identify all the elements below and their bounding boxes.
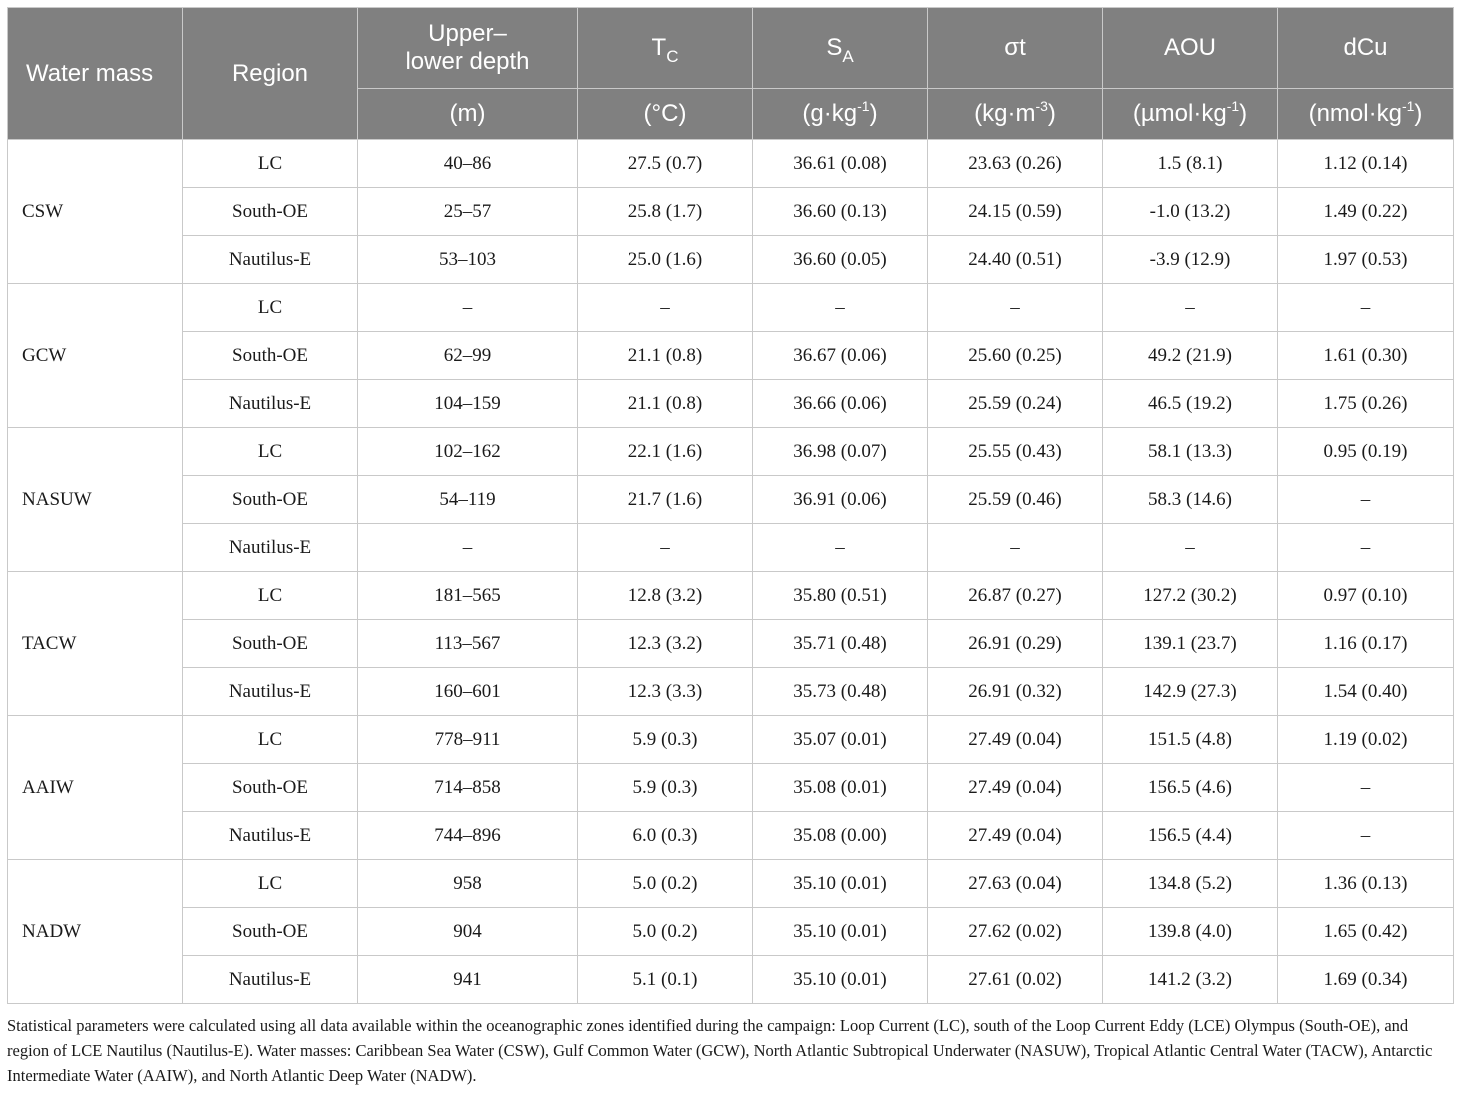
unit-dcu-base: (nmol·kg: [1308, 100, 1402, 127]
table-row: [8, 860, 1454, 908]
region-cell: LC: [183, 572, 358, 620]
tc-cell: 21.1 (0.8): [578, 380, 753, 428]
tc-cell: 6.0 (0.3): [578, 812, 753, 860]
table-row: [8, 764, 1454, 812]
sigma-cell: –: [928, 284, 1103, 332]
sa-cell: 35.80 (0.51): [753, 572, 928, 620]
dcu-cell: 1.49 (0.22): [1278, 188, 1454, 236]
table-row: [8, 476, 1454, 524]
tc-cell: 5.0 (0.2): [578, 860, 753, 908]
table-container: [7, 7, 1453, 1088]
dcu-cell: 1.36 (0.13): [1278, 860, 1454, 908]
unit-sigma: [928, 89, 1103, 140]
depth-cell: 102–162: [358, 428, 578, 476]
header-water-mass: Water mass: [8, 8, 183, 140]
header-tc-sub: C: [666, 47, 679, 66]
sigma-cell: 27.49 (0.04): [928, 812, 1103, 860]
table-row: [8, 428, 1454, 476]
depth-cell: 181–565: [358, 572, 578, 620]
sigma-cell: 27.63 (0.04): [928, 860, 1103, 908]
depth-cell: 40–86: [358, 140, 578, 188]
unit-aou: [1103, 89, 1278, 140]
table-row: [8, 188, 1454, 236]
aou-cell: 127.2 (30.2): [1103, 572, 1278, 620]
sigma-cell: 25.60 (0.25): [928, 332, 1103, 380]
table-header: [8, 8, 1454, 140]
tc-cell: 21.7 (1.6): [578, 476, 753, 524]
region-cell: LC: [183, 428, 358, 476]
aou-cell: 58.1 (13.3): [1103, 428, 1278, 476]
sigma-cell: –: [928, 524, 1103, 572]
sa-cell: 36.60 (0.13): [753, 188, 928, 236]
depth-cell: 958: [358, 860, 578, 908]
dcu-cell: 1.97 (0.53): [1278, 236, 1454, 284]
region-cell: LC: [183, 284, 358, 332]
dcu-cell: 1.12 (0.14): [1278, 140, 1454, 188]
table-row: [8, 956, 1454, 1004]
aou-cell: 58.3 (14.6): [1103, 476, 1278, 524]
depth-cell: 53–103: [358, 236, 578, 284]
region-cell: LC: [183, 140, 358, 188]
region-cell: South-OE: [183, 908, 358, 956]
depth-cell: 714–858: [358, 764, 578, 812]
depth-cell: 54–119: [358, 476, 578, 524]
depth-cell: 104–159: [358, 380, 578, 428]
tc-cell: –: [578, 524, 753, 572]
table-row: [8, 668, 1454, 716]
region-cell: Nautilus-E: [183, 380, 358, 428]
sigma-cell: 25.59 (0.46): [928, 476, 1103, 524]
depth-cell: –: [358, 284, 578, 332]
tc-cell: –: [578, 284, 753, 332]
dcu-cell: 0.97 (0.10): [1278, 572, 1454, 620]
region-cell: Nautilus-E: [183, 956, 358, 1004]
dcu-cell: 1.75 (0.26): [1278, 380, 1454, 428]
dcu-cell: –: [1278, 284, 1454, 332]
region-cell: LC: [183, 716, 358, 764]
unit-aou-end: ): [1239, 100, 1248, 127]
water-mass-cell: NADW: [8, 860, 183, 1004]
table-footnote: Statistical parameters were calculated using all data available within the oceanographic zones identified during the campaign: Loop Current (LC), south of the Loop Current Eddy (LCE) Olympus (South-OE), and region of LCE Nautilus (Nautilus-E). Water masses: Caribbean Sea Water (CSW), Gulf Common Water (GCW), North Atlantic Subtropical Underwater (NASUW), Tropical Atlantic Central Water (TACW), Antarctic Intermediate Water (AAIW), and North Atlantic Deep Water (NADW).: [7, 1016, 1433, 1085]
table-row: [8, 380, 1454, 428]
sa-cell: 36.91 (0.06): [753, 476, 928, 524]
aou-cell: 49.2 (21.9): [1103, 332, 1278, 380]
water-mass-cell: CSW: [8, 140, 183, 284]
sa-cell: 36.66 (0.06): [753, 380, 928, 428]
tc-cell: 5.1 (0.1): [578, 956, 753, 1004]
sa-cell: 36.61 (0.08): [753, 140, 928, 188]
depth-cell: 62–99: [358, 332, 578, 380]
sigma-cell: 24.40 (0.51): [928, 236, 1103, 284]
header-tc: [578, 8, 753, 89]
sa-cell: 35.07 (0.01): [753, 716, 928, 764]
water-mass-cell: NASUW: [8, 428, 183, 572]
header-depth-line1: Upper–: [428, 20, 507, 47]
region-cell: LC: [183, 860, 358, 908]
depth-cell: 778–911: [358, 716, 578, 764]
dcu-cell: 1.54 (0.40): [1278, 668, 1454, 716]
dcu-cell: –: [1278, 812, 1454, 860]
depth-cell: 941: [358, 956, 578, 1004]
aou-cell: 141.2 (3.2): [1103, 956, 1278, 1004]
header-depth: [358, 8, 578, 89]
aou-cell: –: [1103, 284, 1278, 332]
tc-cell: 5.9 (0.3): [578, 764, 753, 812]
sa-cell: 36.67 (0.06): [753, 332, 928, 380]
region-cell: Nautilus-E: [183, 812, 358, 860]
dcu-cell: 0.95 (0.19): [1278, 428, 1454, 476]
table-body: [8, 140, 1454, 1004]
dcu-cell: 1.16 (0.17): [1278, 620, 1454, 668]
sigma-cell: 25.55 (0.43): [928, 428, 1103, 476]
header-tc-base: T: [651, 34, 667, 61]
aou-cell: -3.9 (12.9): [1103, 236, 1278, 284]
tc-cell: 25.8 (1.7): [578, 188, 753, 236]
region-cell: Nautilus-E: [183, 668, 358, 716]
unit-dcu: [1278, 89, 1454, 140]
sigma-cell: 26.87 (0.27): [928, 572, 1103, 620]
water-mass-cell: TACW: [8, 572, 183, 716]
aou-cell: 1.5 (8.1): [1103, 140, 1278, 188]
unit-aou-sup: -1: [1226, 98, 1240, 114]
unit-dcu-sup: -1: [1401, 98, 1415, 114]
sigma-cell: 27.49 (0.04): [928, 716, 1103, 764]
sa-cell: 35.08 (0.00): [753, 812, 928, 860]
aou-cell: 46.5 (19.2): [1103, 380, 1278, 428]
aou-cell: 151.5 (4.8): [1103, 716, 1278, 764]
tc-cell: 5.0 (0.2): [578, 908, 753, 956]
header-sa-sub: A: [842, 47, 854, 66]
unit-sigma-sup: -3: [1035, 98, 1048, 114]
region-cell: South-OE: [183, 332, 358, 380]
table-row: [8, 284, 1454, 332]
aou-cell: 142.9 (27.3): [1103, 668, 1278, 716]
depth-cell: 25–57: [358, 188, 578, 236]
aou-cell: 134.8 (5.2): [1103, 860, 1278, 908]
sa-cell: 35.73 (0.48): [753, 668, 928, 716]
table-row: [8, 140, 1454, 188]
aou-cell: –: [1103, 524, 1278, 572]
sa-cell: 36.98 (0.07): [753, 428, 928, 476]
header-dcu: dCu: [1278, 8, 1454, 89]
unit-sa-end: ): [869, 100, 878, 127]
depth-cell: 904: [358, 908, 578, 956]
unit-sigma-base: (kg·m: [974, 100, 1036, 127]
header-sa: [753, 8, 928, 89]
sa-cell: 36.60 (0.05): [753, 236, 928, 284]
dcu-cell: 1.69 (0.34): [1278, 956, 1454, 1004]
dcu-cell: –: [1278, 476, 1454, 524]
region-cell: Nautilus-E: [183, 236, 358, 284]
sa-cell: 35.10 (0.01): [753, 956, 928, 1004]
table-row: [8, 716, 1454, 764]
depth-cell: 160–601: [358, 668, 578, 716]
header-aou: AOU: [1103, 8, 1278, 89]
dcu-cell: 1.61 (0.30): [1278, 332, 1454, 380]
unit-sa: [753, 89, 928, 140]
sigma-cell: 26.91 (0.32): [928, 668, 1103, 716]
tc-cell: 12.8 (3.2): [578, 572, 753, 620]
table-row: [8, 524, 1454, 572]
tc-cell: 25.0 (1.6): [578, 236, 753, 284]
region-cell: South-OE: [183, 476, 358, 524]
aou-cell: 139.1 (23.7): [1103, 620, 1278, 668]
sa-cell: –: [753, 524, 928, 572]
aou-cell: 139.8 (4.0): [1103, 908, 1278, 956]
dcu-cell: 1.19 (0.02): [1278, 716, 1454, 764]
sa-cell: 35.10 (0.01): [753, 860, 928, 908]
region-cell: Nautilus-E: [183, 524, 358, 572]
sigma-cell: 27.62 (0.02): [928, 908, 1103, 956]
region-cell: South-OE: [183, 188, 358, 236]
aou-cell: 156.5 (4.6): [1103, 764, 1278, 812]
unit-sigma-end: ): [1047, 100, 1056, 127]
header-sa-base: S: [826, 34, 843, 61]
tc-cell: 12.3 (3.2): [578, 620, 753, 668]
dcu-cell: 1.65 (0.42): [1278, 908, 1454, 956]
water-mass-table: [7, 7, 1454, 1004]
water-mass-cell: AAIW: [8, 716, 183, 860]
sigma-cell: 23.63 (0.26): [928, 140, 1103, 188]
region-cell: South-OE: [183, 620, 358, 668]
unit-sa-base: (g·kg: [802, 100, 858, 127]
sa-cell: 35.08 (0.01): [753, 764, 928, 812]
water-mass-cell: GCW: [8, 284, 183, 428]
tc-cell: 5.9 (0.3): [578, 716, 753, 764]
sigma-cell: 27.61 (0.02): [928, 956, 1103, 1004]
unit-sa-sup: -1: [857, 98, 870, 114]
depth-cell: –: [358, 524, 578, 572]
sigma-cell: 27.49 (0.04): [928, 764, 1103, 812]
table-row: [8, 236, 1454, 284]
tc-cell: 27.5 (0.7): [578, 140, 753, 188]
dcu-cell: –: [1278, 764, 1454, 812]
table-row: [8, 812, 1454, 860]
table-row: [8, 908, 1454, 956]
table-row: [8, 572, 1454, 620]
dcu-cell: –: [1278, 524, 1454, 572]
tc-cell: 12.3 (3.3): [578, 668, 753, 716]
sa-cell: 35.71 (0.48): [753, 620, 928, 668]
tc-cell: 22.1 (1.6): [578, 428, 753, 476]
header-depth-line2: lower depth: [405, 48, 530, 75]
table-row: [8, 332, 1454, 380]
depth-cell: 113–567: [358, 620, 578, 668]
sigma-cell: 24.15 (0.59): [928, 188, 1103, 236]
sigma-cell: 25.59 (0.24): [928, 380, 1103, 428]
header-sigma: σt: [928, 8, 1103, 89]
unit-tc: (°C): [578, 89, 753, 140]
unit-depth: (m): [358, 89, 578, 140]
tc-cell: 21.1 (0.8): [578, 332, 753, 380]
depth-cell: 744–896: [358, 812, 578, 860]
region-cell: South-OE: [183, 764, 358, 812]
table-row: [8, 620, 1454, 668]
unit-aou-base: (µmol·kg: [1132, 100, 1227, 127]
unit-dcu-end: ): [1414, 100, 1423, 127]
aou-cell: -1.0 (13.2): [1103, 188, 1278, 236]
header-region: Region: [183, 8, 358, 140]
sa-cell: –: [753, 284, 928, 332]
sa-cell: 35.10 (0.01): [753, 908, 928, 956]
aou-cell: 156.5 (4.4): [1103, 812, 1278, 860]
sigma-cell: 26.91 (0.29): [928, 620, 1103, 668]
